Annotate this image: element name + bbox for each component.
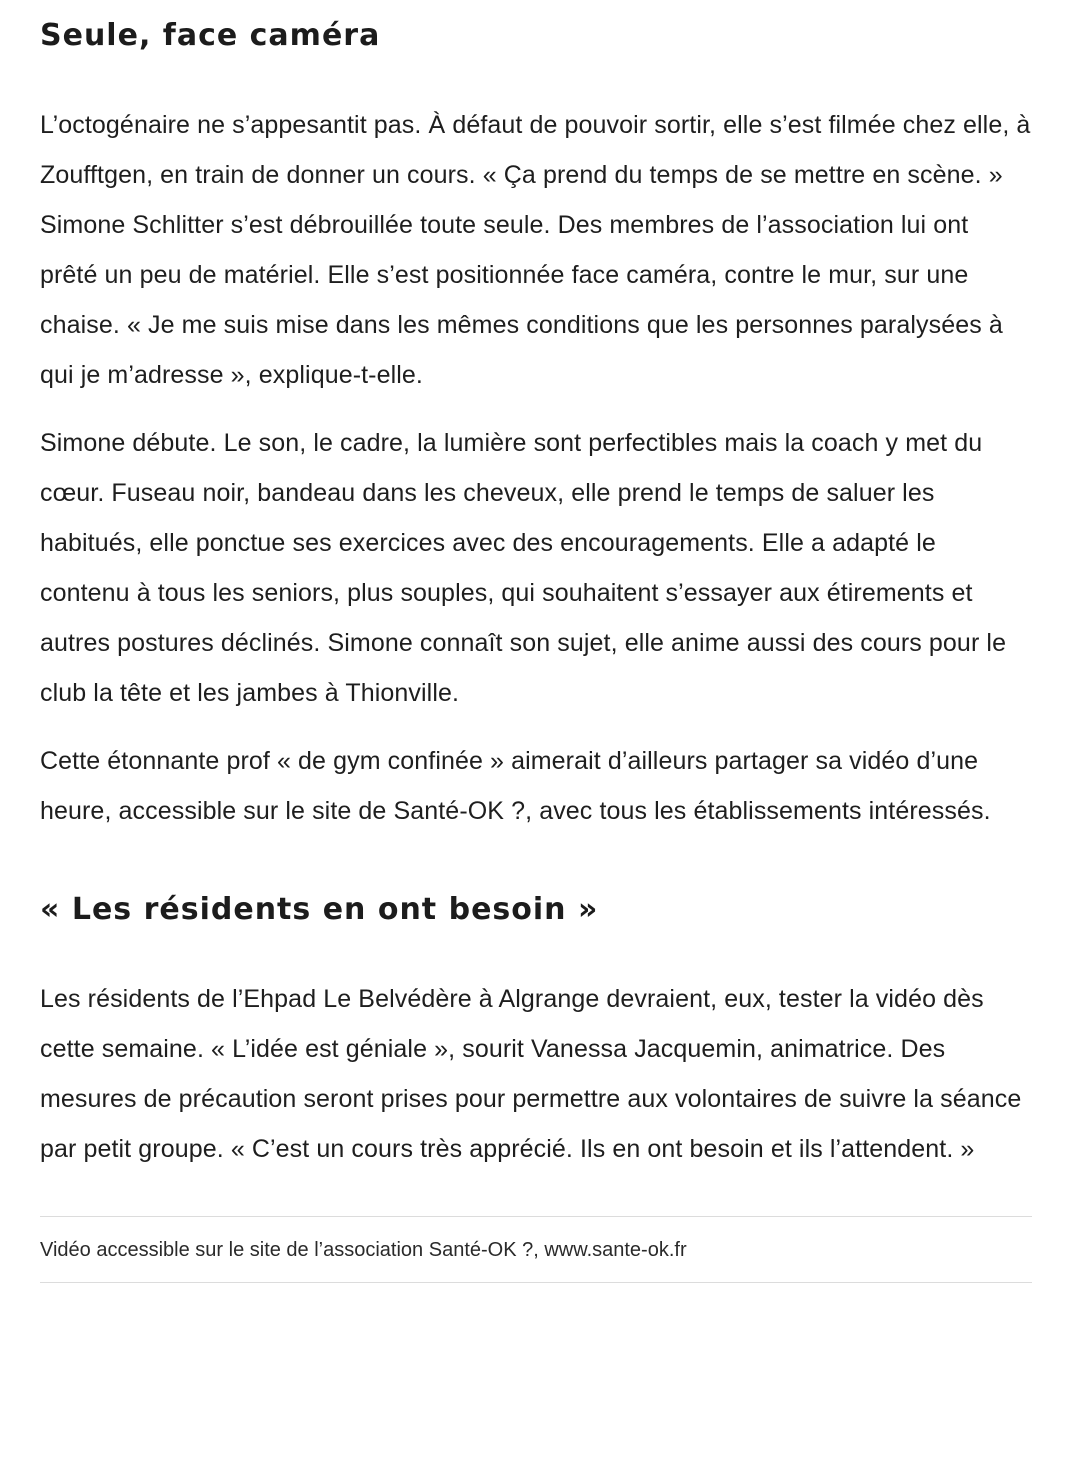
article-body [40, 14, 1032, 1283]
paragraph: L’octogénaire ne s’appesantit pas. À défaut de pouvoir sortir, elle s’est filmée chez elle, à Zoufftgen, en train de donner un cours. « Ça prend du temps de se mettre en scène. » Simone Schlitter s’est débrouillée toute seule. Des membres de l’association lui ont prêté un peu de matériel. Elle s’est positionnée face caméra, contre le mur, sur une chaise. « Je me suis mise dans les mêmes conditions que les personnes paralysées à qui je m’adresse », explique-t-elle. [40, 111, 1031, 389]
paragraph: Simone débute. Le son, le cadre, la lumière sont perfectibles mais la coach y met du cœur. Fuseau noir, bandeau dans les cheveux, elle prend le temps de saluer les habitués, elle ponctue ses exercices avec des encouragements. Elle a adapté le contenu à tous les seniors, plus souples, qui souhaitent s’essayer aux étirements et autres postures déclinés. Simone connaît son sujet, elle anime aussi des cours pour le club la tête et les jambes à Thionville. [40, 429, 1007, 707]
section-heading-residents: « Les résidents en ont besoin » [40, 892, 599, 927]
video-caption: Vidéo accessible sur le site de l’association Santé-OK ?, www.sante-ok.fr [40, 1238, 687, 1261]
section-heading-face-camera: Seule, face caméra [40, 18, 381, 53]
paragraph: Les résidents de l’Ehpad Le Belvédère à Algrange devraient, eux, tester la vidéo dès cette semaine. « L’idée est géniale », sourit Vanessa Jacquemin, animatrice. Des mesures de précaution seront prises pour permettre aux volontaires de suivre la séance par petit groupe. « C’est un cours très apprécié. Ils en ont besoin et ils l’attendent. » [40, 985, 1022, 1163]
caption-box [40, 1216, 1032, 1283]
paragraph: Cette étonnante prof « de gym confinée » aimerait d’ailleurs partager sa vidéo d’une heure, accessible sur le site de Santé-OK ?, avec tous les établissements intéressés. [40, 747, 991, 825]
